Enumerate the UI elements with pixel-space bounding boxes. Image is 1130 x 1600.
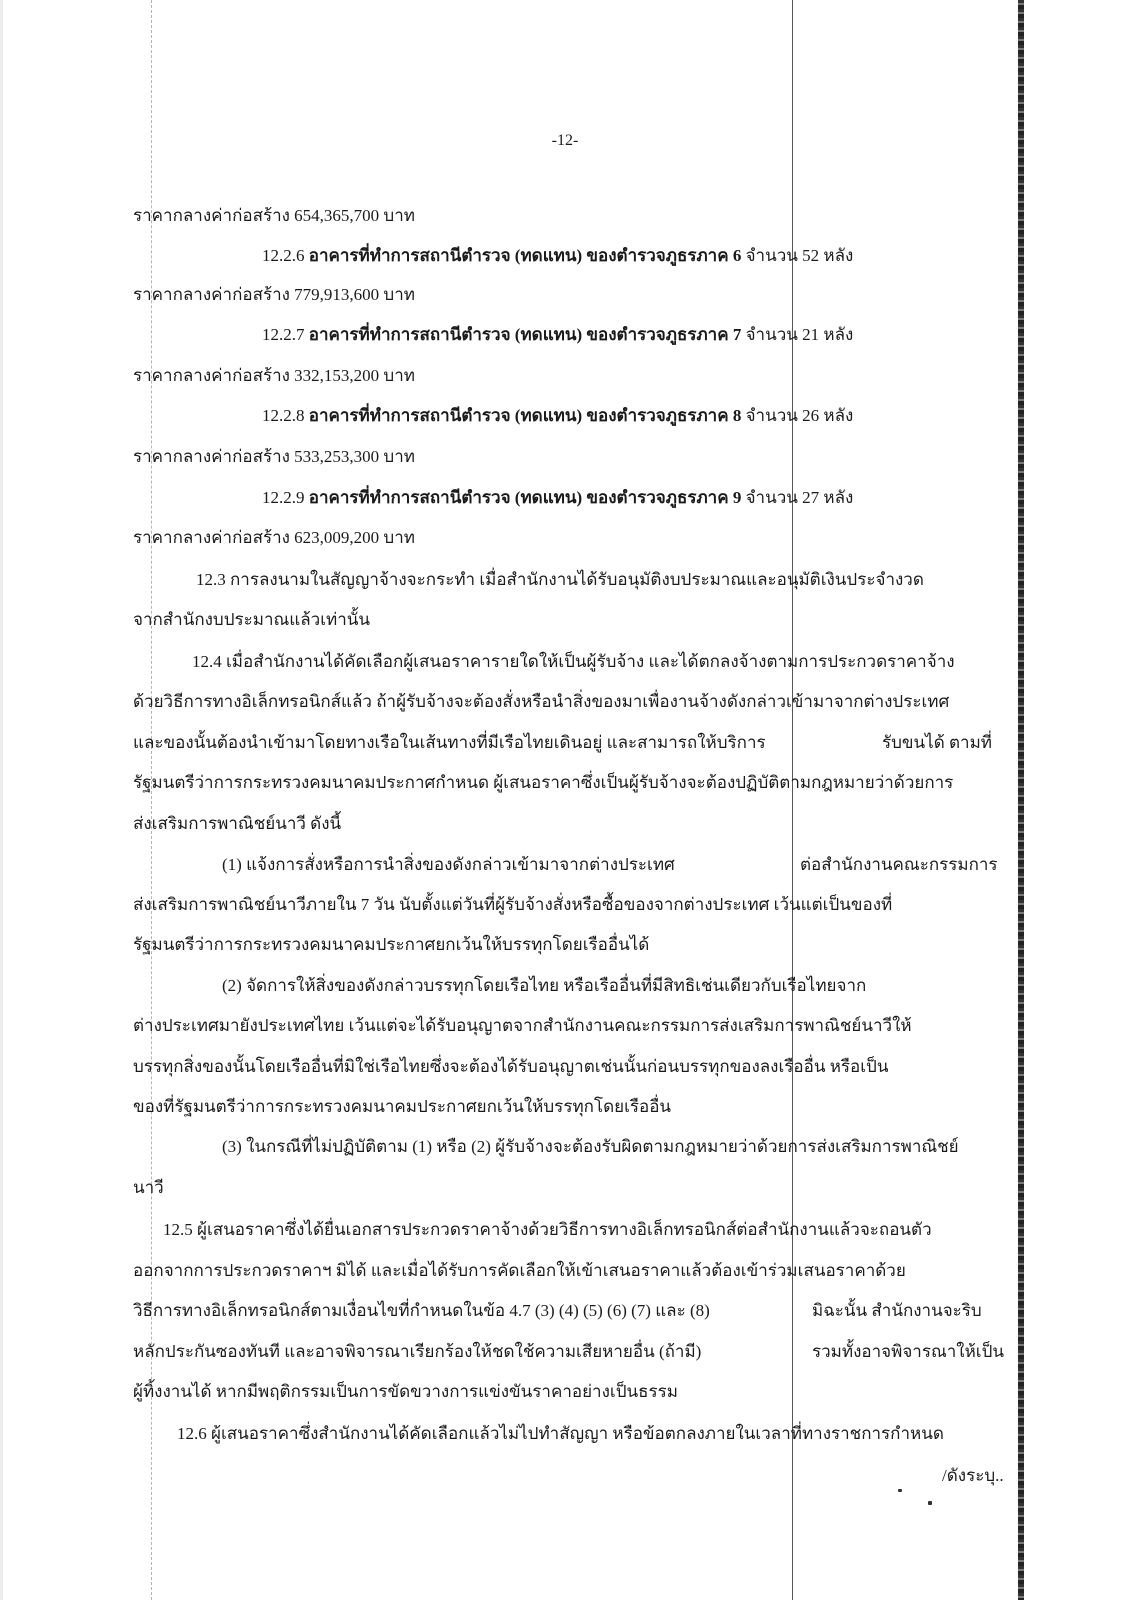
text-line: ต่างประเทศมายังประเทศไทย เว้นแต่จะได้รับอนุญาตจากสำนักงานคณะกรรมการส่งเสริมการพาณิชย์นาวีให้ <box>133 1016 912 1035</box>
text-line-right: ต่อสำนักงานคณะกรรมการ <box>800 855 998 874</box>
item-title: อาคารที่ทำการสถานีตำรวจ (ทดแทน) ของตำรวจภูธรภาค 8 <box>308 406 742 425</box>
item-count: จำนวน 52 หลัง <box>745 246 854 265</box>
text-line: (2) จัดการให้สิ่งของดังกล่าวบรรทุกโดยเรือไทย หรือเรืออื่นที่มีสิทธิเช่นเดียวกับเรือไทยจาก <box>222 976 867 995</box>
item-title: อาคารที่ทำการสถานีตำรวจ (ทดแทน) ของตำรวจภูธรภาค 6 <box>308 246 742 265</box>
text-line: และของนั้นต้องนำเข้ามาโดยทางเรือในเส้นทางที่มีเรือไทยเดินอยู่ และสามารถให้บริการ <box>133 733 766 752</box>
scan-edge-right <box>1018 0 1024 1600</box>
text-line: ของที่รัฐมนตรีว่าการกระทรวงคมนาคมประกาศยกเว้นให้บรรทุกโดยเรืออื่น <box>133 1097 672 1116</box>
item-count: จำนวน 21 หลัง <box>745 325 854 344</box>
item-title: อาคารที่ทำการสถานีตำรวจ (ทดแทน) ของตำรวจภูธรภาค 7 <box>308 325 742 344</box>
text-line: บรรทุกสิ่งของนั้นโดยเรืออื่นที่มิใช่เรือไทยซึ่งจะต้องได้รับอนุญาตเช่นนั้นก่อนบรรทุกของลงเรืออื่น หรือเป็น <box>133 1057 889 1076</box>
item-count: จำนวน 26 หลัง <box>745 406 854 425</box>
text-line: จากสำนักงบประมาณแล้วเท่านั้น <box>133 610 371 629</box>
text-line: รัฐมนตรีว่าการกระทรวงคมนาคมประกาศยกเว้นให้บรรทุกโดยเรืออื่นได้ <box>133 935 650 954</box>
scan-speck <box>898 1489 902 1492</box>
text-line: ราคากลางค่าก่อสร้าง 654,365,700 บาท <box>133 206 415 225</box>
text-line: ราคากลางค่าก่อสร้าง 779,913,600 บาท <box>133 285 415 304</box>
text-line: 12.3 การลงนามในสัญญาจ้างจะกระทำ เมื่อสำนักงานได้รับอนุมัติงบประมาณและอนุมัติเงินประจำงวด <box>196 570 924 589</box>
text-line: ส่งเสริมการพาณิชย์นาวี ดังนี้ <box>133 814 342 833</box>
text-line: ราคากลางค่าก่อสร้าง 332,153,200 บาท <box>133 366 415 385</box>
text-line: ผู้ทิ้งงานได้ หากมีพฤติกรรมเป็นการขัดขวางการแข่งขันราคาอย่างเป็นธรรม <box>133 1382 678 1401</box>
text-line: หลักประกันซองทันที และอาจพิจารณาเรียกร้องให้ชดใช้ความเสียหายอื่น (ถ้ามี) <box>133 1342 702 1361</box>
text-line: ราคากลางค่าก่อสร้าง 533,253,300 บาท <box>133 447 415 466</box>
text-line <box>262 406 853 426</box>
text-line-right: รวมทั้งอาจพิจารณาให้เป็น <box>812 1342 1004 1361</box>
text-line: นาวี <box>133 1178 164 1197</box>
text-line: ส่งเสริมการพาณิชย์นาวีภายใน 7 วัน นับตั้งแต่วันที่ผู้รับจ้างสั่งหรือซื้อของจากต่างประเทศ เว้นแต่เป็นของที่ <box>133 895 893 914</box>
text-line <box>262 246 853 266</box>
item-number: 12.2.6 <box>262 246 305 265</box>
item-title: อาคารที่ทำการสถานีตำรวจ (ทดแทน) ของตำรวจภูธรภาค 9 <box>308 488 742 507</box>
item-number: 12.2.8 <box>262 406 305 425</box>
text-line <box>262 325 853 345</box>
item-number: 12.2.7 <box>262 325 305 344</box>
text-line: 12.4 เมื่อสำนักงานได้คัดเลือกผู้เสนอราคารายใดให้เป็นผู้รับจ้าง และได้ตกลงจ้างตามการประกวดราคาจ้าง <box>192 652 955 671</box>
item-number: 12.2.9 <box>262 488 305 507</box>
text-line: วิธีการทางอิเล็กทรอนิกส์ตามเงื่อนไขที่กำหนดในข้อ 4.7 (3) (4) (5) (6) (7) และ (8) <box>133 1301 710 1320</box>
text-line: (1) แจ้งการสั่งหรือการนำสิ่งของดังกล่าวเข้ามาจากต่างประเทศ <box>222 855 675 874</box>
text-line: รัฐมนตรีว่าการกระทรวงคมนาคมประกาศกำหนด ผู้เสนอราคาซึ่งเป็นผู้รับจ้างจะต้องปฏิบัติตามกฎหมายว่าด้วยการ <box>133 773 954 792</box>
continuation-note: /ดังระบุ.. <box>942 1466 1004 1485</box>
item-count: จำนวน 27 หลัง <box>745 488 854 507</box>
text-line-right: รับขนได้ ตามที่ <box>882 733 993 752</box>
text-line: 12.5 ผู้เสนอราคาซึ่งได้ยื่นเอกสารประกวดราคาจ้างด้วยวิธีการทางอิเล็กทรอนิกส์ต่อสำนักงานแล้วจะถอนตัว <box>163 1220 932 1239</box>
text-line: ราคากลางค่าก่อสร้าง 623,009,200 บาท <box>133 528 415 547</box>
text-line-right: มิฉะนั้น สำนักงานจะริบ <box>812 1301 982 1320</box>
text-line <box>262 488 853 508</box>
scan-speck <box>928 1501 932 1505</box>
scan-edge-left <box>0 0 3 1600</box>
page-number: -12- <box>551 132 579 149</box>
scan-vertical-line <box>792 0 793 1600</box>
text-line: 12.6 ผู้เสนอราคาซึ่งสำนักงานได้คัดเลือกแล้วไม่ไปทำสัญญา หรือข้อตกลงภายในเวลาที่ทางราชการกำหนด <box>177 1424 944 1443</box>
text-line: ออกจากการประกวดราคาฯ มิได้ และเมื่อได้รับการคัดเลือกให้เข้าเสนอราคาแล้วต้องเข้าร่วมเสนอราคาด้วย <box>133 1261 906 1280</box>
text-line: ด้วยวิธีการทางอิเล็กทรอนิกส์แล้ว ถ้าผู้รับจ้างจะต้องสั่งหรือนำสิ่งของมาเพื่องานจ้างดังกล่าวเข้ามาจากต่างประเทศ <box>133 692 950 711</box>
text-line: (3) ในกรณีที่ไม่ปฏิบัติตาม (1) หรือ (2) ผู้รับจ้างจะต้องรับผิดตามกฎหมายว่าด้วยการส่งเสริมการพาณิชย์ <box>222 1137 959 1156</box>
